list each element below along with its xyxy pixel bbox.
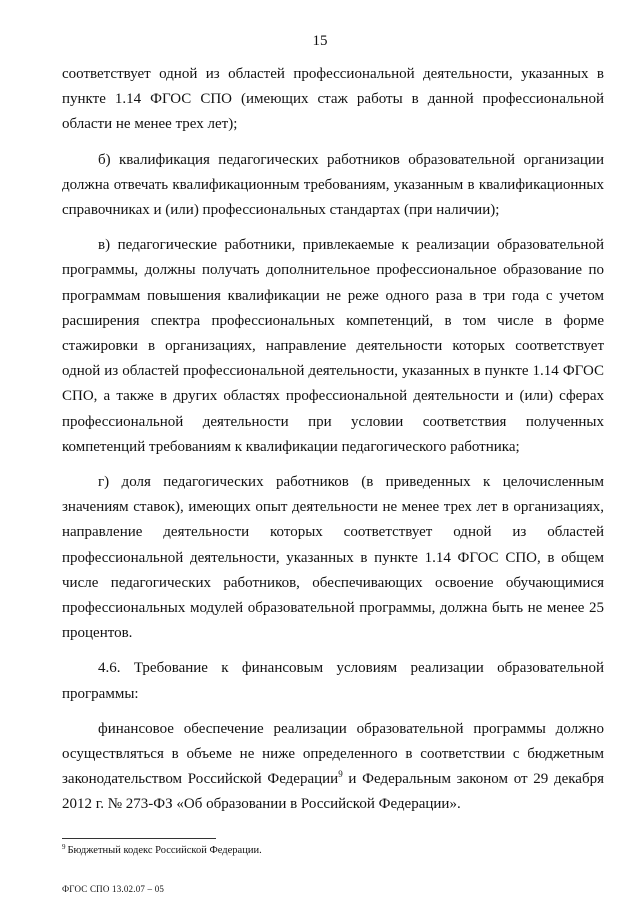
paragraph-section-4-6: 4.6. Требование к финансовым условиям реализации образовательной программы: [62,660,604,702]
document-code: ФГОС СПО 13.02.07 – 05 [62,884,165,894]
paragraph-financial-text-end: и Федеральным законом от 29 декабря 2012 г. № 273-ФЗ «Об образовании в Российской Федерации». [62,771,604,813]
footnote-mark: 9 [62,842,66,851]
page-number: 15 [312,33,328,49]
footnote-reference: 9 [338,769,343,780]
paragraph-financial [62,717,604,818]
paragraph-continuation: соответствует одной из областей профессиональной деятельности, указанных в пункте 1.14 ФГОС СПО (имеющих стаж работы в данной профессиональной области не менее трех лет); [62,66,604,133]
paragraph-item-v: в) педагогические работники, привлекаемые к реализации образовательной программы, должны получать дополнительное профессиональное образование по программам повышения квалификации не реже одного раза в три года с учетом расширения спектра профессиональных компетенций, в том числе в форме стажировки в организациях, направление деятельности которых соответствует одной из областей профессиональной деятельности, указанных в пункте 1.14 ФГОС СПО, а также в других областях профессиональной деятельности и (или) сферах профессиональной деятельности при условии соответствия полученных компетенций требованиям к квалификации педагогического работника; [62,237,604,455]
footnote-text: Бюджетный кодекс Российской Федерации. [67,845,262,856]
footnote [62,844,262,858]
document-body [62,62,604,828]
paragraph-item-b: б) квалификация педагогических работников образовательной организации должна отвечать квалификационным требованиям, указанным в квалификационных справочниках и (или) профессиональных стандартах (при наличии); [62,151,604,219]
paragraph-item-g: г) доля педагогических работников (в приведенных к целочисленным значениям ставок), имеющих опыт деятельности не менее трех лет в организациях, направление деятельности которых соответствует одной из областей профессиональной деятельности, указанных в пункте 1.14 ФГОС СПО, в общем числе педагогических работников, обеспечивающих освоение обучающимися профессиональных модулей образовательной программы, должна быть не менее 25 процентов. [62,474,604,642]
paragraph-financial-text: финансовое обеспечение реализации образовательной программы должно осуществляться в объеме не ниже определенного в соответствии с бюджетным законодательством Российской Федерации [62,720,604,788]
footnote-divider [62,838,216,839]
